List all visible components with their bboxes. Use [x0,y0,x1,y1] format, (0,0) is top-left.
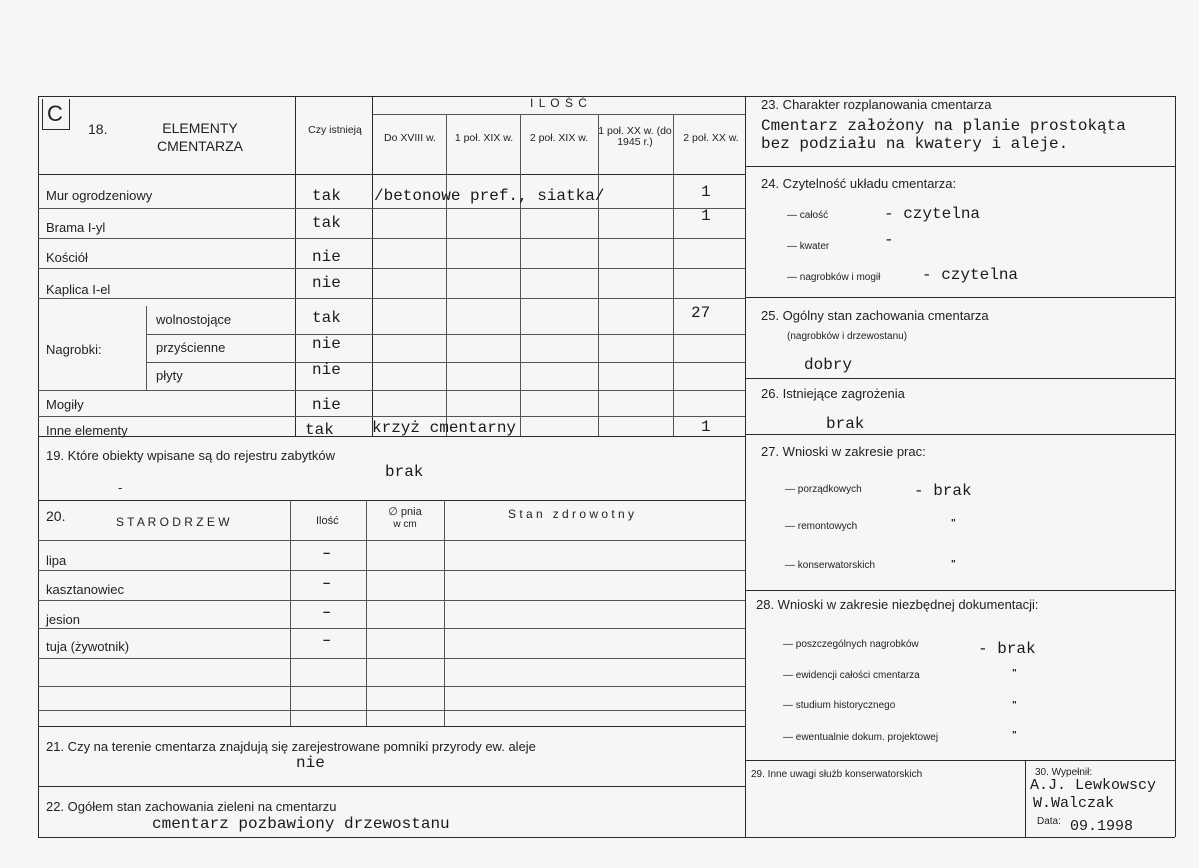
row-line [38,208,745,209]
col-line-4 [598,114,599,436]
s20-pnia-unit: w cm [393,519,417,530]
s26-bottom-line [745,434,1175,435]
s26-question: 26. Istniejące zagrożenia [761,386,905,401]
s20-row-line [38,686,745,687]
s21-answer: nie [296,754,325,772]
s19-dash: - [118,480,123,495]
exists-value: tak [312,214,341,232]
row-note: krzyż cmentarny [372,419,517,437]
s22-question: 22. Ogółem stan zachowania zieleni na cmentarzu [46,799,337,814]
s30-date: 09.1998 [1070,818,1134,835]
row-label: Kościół [46,250,88,265]
header-col-1pol-xix: 1 poł. XIX w. [454,132,514,144]
s22-answer: cmentarz pozbawiony drzewostanu [152,815,450,833]
row-line [146,362,745,363]
count-value: 1 [701,418,711,436]
row-label: Inne elementy [46,423,128,438]
s27-item-value: " [951,559,956,570]
col-line-5 [673,114,674,436]
tree-name: tuja (żywotnik) [46,639,130,654]
s27-item-label: — konserwatorskich [785,560,876,571]
row-label: wolnostojące [156,312,232,327]
count-value: 1 [701,183,711,201]
tree-qty: – [323,632,331,647]
header-col-2pol-xx: 2 poł. XX w. [683,132,739,144]
s23-answer-line1: Cmentarz założony na planie prostokąta [761,117,1126,135]
s27-question: 27. Wnioski w zakresie prac: [761,444,926,459]
header-col-xviii: Do XVIII w. [384,132,436,144]
s18-title-line1: ELEMENTY [162,120,238,136]
s20-stan-header: S t a n z d r o w o t n y [508,507,635,521]
nagrobki-label: Nagrobki: [46,342,102,357]
s28-item-value: - brak [978,640,1036,658]
row-label: płyty [156,368,183,383]
s20-col-line [366,500,367,726]
s19-bottom-line [38,500,745,501]
row-line [38,390,745,391]
col-line-nagrobki [146,306,147,390]
s20-bottom-line [38,726,745,727]
row-label: Mur ogrodzeniowy [46,188,153,203]
s20-pnia-header: ∅ pnia [388,506,422,518]
card-letter: C [47,101,63,126]
frame-right [1175,96,1176,837]
row-line [38,416,745,417]
s29-s30-divider [1025,760,1026,837]
exists-value: tak [312,187,341,205]
s28-item-label: — poszczególnych nagrobków [783,639,919,650]
count-value: 27 [691,304,711,322]
tree-qty: – [323,575,331,590]
header-bottom-line [38,174,745,175]
col-line-czy [295,96,296,436]
s20-col-line [444,500,445,726]
s28-item-value: " [1012,730,1017,741]
tree-qty: – [323,545,331,560]
s27-bottom-line [745,590,1175,591]
s24-item-label: — kwater [787,241,830,252]
tree-name: lipa [46,553,67,568]
s18-title-line2: CMENTARZA [156,138,244,154]
header-ilosc: I L O Ś Ć [530,96,588,110]
s24-question: 24. Czytelność układu cmentarza: [761,176,957,191]
row-label: Kaplica I-el [46,282,111,297]
s20-row-line [38,570,745,571]
exists-value: nie [312,274,341,292]
col-line-ilosc [372,96,373,436]
s24-item-label: — nagrobków i mogił [787,272,881,283]
s23-bottom-line [745,166,1175,167]
s20-row-line [38,628,745,629]
s20-col-line [290,500,291,726]
s30-question: 30. Wypełnił: [1035,767,1093,778]
col-line-2 [446,114,447,436]
exists-value: tak [312,309,341,327]
s20-row-line [38,710,745,711]
row-line [38,238,745,239]
s27-item-value: " [951,518,956,529]
tree-name: jesion [46,612,80,627]
s23-answer-line2: bez podziału na kwatery i aleje. [761,135,1069,153]
s24-item-label: — całość [787,210,829,221]
tree-name: kasztanowiec [46,582,125,597]
header-col-1pol-xx: 1 poł. XX w. (do 1945 r.) [598,125,672,148]
s23-question: 23. Charakter rozplanowania cmentarza [761,97,992,112]
s20-title: S T A R O D R Z E W [116,515,230,529]
s28-item-value: " [1012,668,1017,679]
exists-value: nie [312,335,341,353]
s20-number: 20. [46,508,66,524]
s20-row-line [38,540,745,541]
s21-bottom-line [38,786,745,787]
s20-row-line [38,600,745,601]
s28-bottom-line [745,760,1175,761]
s28-item-value: " [1012,700,1017,711]
frame-center [745,96,746,837]
s21-question: 21. Czy na terenie cmentarza znajdują się zarejestrowane pomniki przyrody ew. aleje [46,739,536,754]
ilosc-underline [372,114,745,115]
s30-name-2: W.Walczak [1033,795,1115,812]
s24-item-value: - [884,231,894,249]
s29-question: 29. Inne uwagi służb konserwatorskich [751,769,923,780]
exists-value: nie [312,396,341,414]
row-line [38,268,745,269]
exists-value: nie [312,248,341,266]
s27-item-label: — remontowych [785,521,858,532]
frame-bottom [38,837,1175,838]
s28-question: 28. Wnioski w zakresie niezbędnej dokumentacji: [756,597,1039,612]
header-col-2pol-xix: 2 poł. XIX w. [529,132,589,144]
s19-answer: brak [385,463,424,481]
row-line [146,334,745,335]
s24-item-value: - czytelna [884,205,981,223]
row-line [38,298,745,299]
s25-subtitle: (nagrobków i drzewostanu) [787,331,908,342]
exists-value: nie [312,361,341,379]
row-label: Brama I-yl [46,220,106,235]
s26-answer: brak [826,415,865,433]
s19-question: 19. Które obiekty wpisane są do rejestru zabytków [46,448,336,463]
s18-number: 18. [88,121,108,137]
s28-item-label: — ewentualnie dokum. projektowej [783,732,939,743]
s25-question: 25. Ogólny stan zachowania cmentarza [761,308,989,323]
s24-item-value: - czytelna [922,266,1019,284]
s27-item-value: - brak [914,482,972,500]
col-line-3 [520,114,521,436]
s27-item-label: — porządkowych [785,484,862,495]
tree-qty: – [323,604,331,619]
s20-row-line [38,658,745,659]
header-czy-istnieja: Czy istnieją [308,124,362,136]
s24-bottom-line [745,297,1175,298]
frame-top [38,96,1175,97]
s25-answer: dobry [804,356,853,374]
row-label: przyścienne [156,340,226,355]
s30-name-1: A.J. Lewkowscy [1030,777,1157,794]
s28-item-label: — studium historycznego [783,700,896,711]
exists-value: tak [305,421,334,439]
s20-ilosc-header: Ilość [316,515,339,527]
row-label: Mogiły [46,397,84,412]
count-value: 1 [701,207,711,225]
s30-date-label: Data: [1037,816,1061,827]
row-note: /betonowe pref., siatka/ [374,187,605,205]
s28-item-label: — ewidencji całości cmentarza [783,670,920,681]
s25-bottom-line [745,378,1175,379]
